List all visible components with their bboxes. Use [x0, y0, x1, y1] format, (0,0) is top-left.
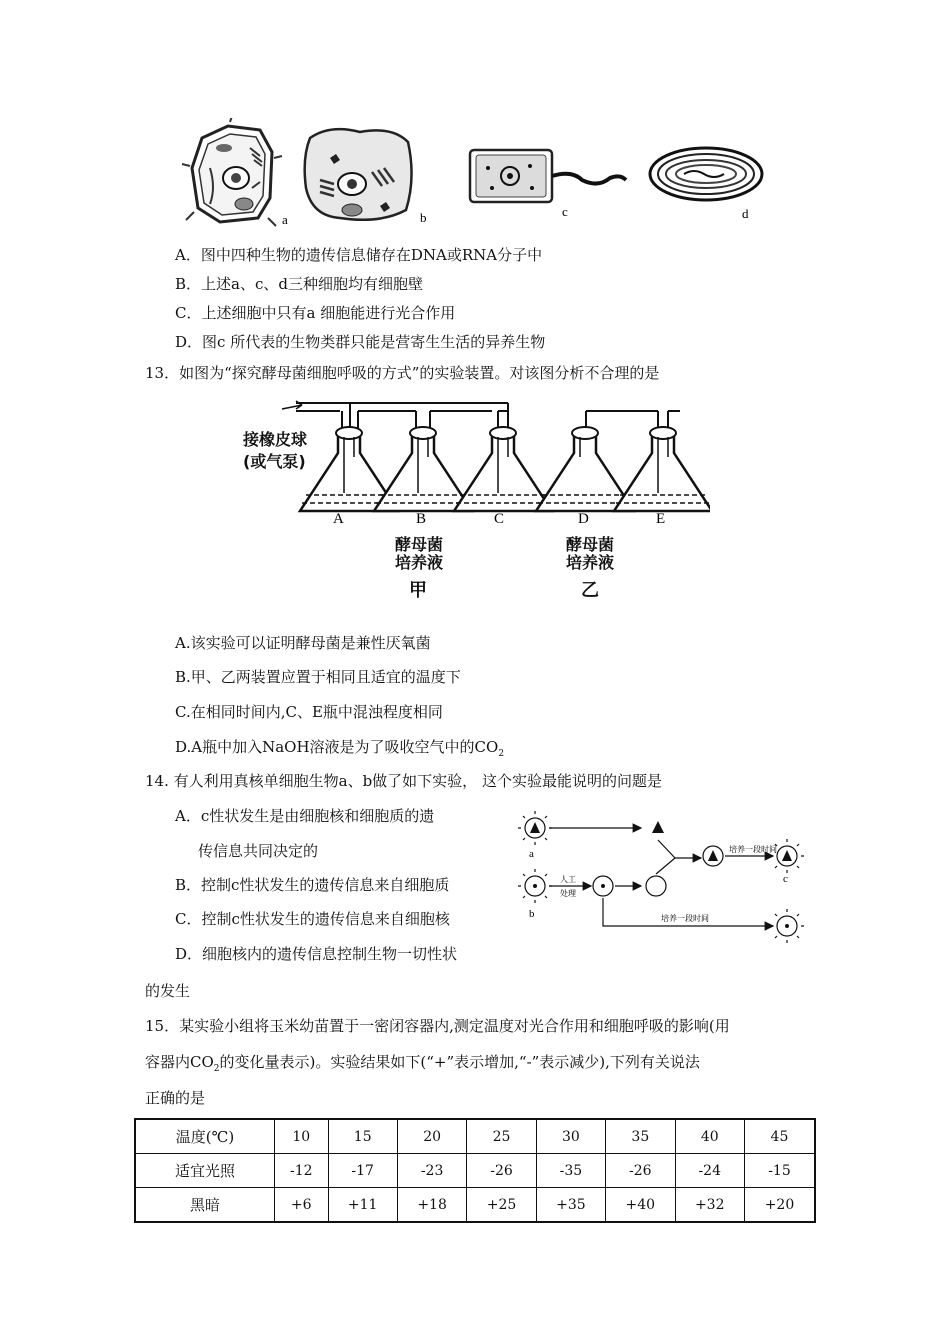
q14-option-d: D．细胞核内的遗传信息控制生物一切性状	[175, 945, 458, 963]
q13-stem: 13．如图为“探究酵母菌细胞呼吸的方式”的实验装置。对该图分析不合理的是	[145, 364, 660, 382]
fig-label-a: a	[529, 848, 534, 860]
table-cell: +11	[328, 1188, 397, 1223]
table-cell: +20	[744, 1188, 815, 1223]
pump-label-2: (或气泵)	[243, 452, 306, 471]
table-cell: 45	[744, 1119, 815, 1154]
q12-option-b: B．上述a、c、d三种细胞均有细胞壁	[175, 275, 423, 293]
q14-option-c: C．控制c性状发生的遗传信息来自细胞核	[175, 910, 450, 928]
table-cell: +35	[536, 1188, 605, 1223]
table-cell: -12	[275, 1154, 329, 1188]
q14-option-d-cont: 的发生	[145, 982, 191, 1000]
q15-stem-line2: 容器内$CO_2$的变化量表示)。实验结果如下(“+”表示增加,“-”表示减少),下列有关说法	[145, 1053, 700, 1074]
set-label-yi: 乙	[581, 580, 599, 601]
table-cell: +25	[467, 1188, 536, 1223]
table-cell: 20	[397, 1119, 466, 1154]
plant-cell-a	[182, 118, 288, 227]
q14-option-b: B．控制c性状发生的遗传信息来自细胞质	[175, 876, 450, 894]
q13-option-d: D.A瓶中加入NaOH溶液是为了吸收空气中的$CO_2$	[175, 738, 505, 759]
q12-option-d: D．图c 所代表的生物类群只能是营寄生生活的异养生物	[175, 333, 546, 351]
table-cell: 10	[275, 1119, 329, 1154]
label-d: d	[742, 206, 749, 221]
flask-label-c: C	[494, 511, 505, 527]
row-header-temperature: 温度(℃)	[135, 1119, 275, 1154]
yeast-label-yi-2: 培养液	[566, 553, 615, 572]
q12-option-c: C．上述细胞中只有a 细胞能进行光合作用	[175, 304, 456, 322]
flask-label-a: A	[333, 511, 344, 527]
animal-cell-b	[305, 129, 427, 225]
cell-figures	[180, 118, 790, 233]
q13-option-c: C.在相同时间内,C、E瓶中混浊程度相同	[175, 703, 443, 721]
table-cell: +40	[606, 1188, 675, 1223]
q13-option-b: B.甲、乙两装置应置于相同且适宜的温度下	[175, 668, 461, 686]
row-header-light: 适宜光照	[135, 1154, 275, 1188]
table-cell: -23	[397, 1154, 466, 1188]
bacterium-c	[470, 150, 626, 219]
table-cell: 15	[328, 1119, 397, 1154]
yeast-apparatus-figure	[240, 395, 710, 535]
table-cell: -26	[606, 1154, 675, 1188]
label-c: c	[562, 204, 568, 219]
yeast-label-yi-1: 酵母菌	[566, 535, 615, 554]
q13-option-a: A.该实验可以证明酵母菌是兼性厌氧菌	[175, 634, 431, 652]
flask-label-e: E	[656, 511, 666, 527]
q14-option-a-cont: 传信息共同决定的	[198, 842, 319, 860]
fig-culture-2: 培养一段时间	[661, 914, 709, 923]
q14-stem: 14. 有人利用真核单细胞生物a、b做了如下实验， 这个实验最能说明的问题是	[145, 772, 662, 790]
table-cell: 25	[467, 1119, 536, 1154]
table-row-light	[135, 1154, 815, 1188]
table-cell: -26	[467, 1154, 536, 1188]
table-cell: -35	[536, 1154, 605, 1188]
table-cell: -15	[744, 1154, 815, 1188]
q15-stem-line1: 15．某实验小组将玉米幼苗置于一密闭容器内,测定温度对光合作用和细胞呼吸的影响(用	[145, 1017, 730, 1035]
set-label-jia: 甲	[409, 580, 427, 601]
fig-treat-2: 处理	[560, 889, 576, 898]
table-cell: -17	[328, 1154, 397, 1188]
fig-culture-1: 培养一段时间	[729, 845, 777, 854]
table-cell: 40	[675, 1119, 744, 1154]
q15-stem-line3: 正确的是	[145, 1089, 206, 1107]
q12-option-a: A．图中四种生物的遗传信息储存在DNA或RNA分子中	[175, 246, 543, 264]
cyanobacterium-d	[650, 148, 762, 221]
table-row-temperature	[135, 1119, 815, 1154]
table-cell: -24	[675, 1154, 744, 1188]
row-header-dark: 黑暗	[135, 1188, 275, 1223]
flask-label-d: D	[578, 511, 589, 527]
fig-label-c: c	[783, 873, 788, 885]
label-b: b	[420, 210, 427, 225]
nucleus-transfer-figure	[515, 808, 815, 948]
table-cell: 30	[536, 1119, 605, 1154]
pump-label-1: 接橡皮球	[243, 430, 308, 449]
yeast-label-jia-2: 培养液	[395, 553, 444, 572]
temperature-co2-table	[134, 1118, 816, 1223]
table-row-dark	[135, 1188, 815, 1223]
table-cell: 35	[606, 1119, 675, 1154]
table-cell: +18	[397, 1188, 466, 1223]
fig-label-b: b	[529, 908, 535, 920]
label-a: a	[282, 212, 288, 227]
q14-option-a: A．c性状发生是由细胞核和细胞质的遗	[175, 807, 435, 825]
table-cell: +32	[675, 1188, 744, 1223]
fig-treat-1: 人工	[560, 875, 576, 884]
table-cell: +6	[275, 1188, 329, 1223]
flask-label-b: B	[416, 511, 427, 527]
yeast-label-jia-1: 酵母菌	[395, 535, 444, 554]
